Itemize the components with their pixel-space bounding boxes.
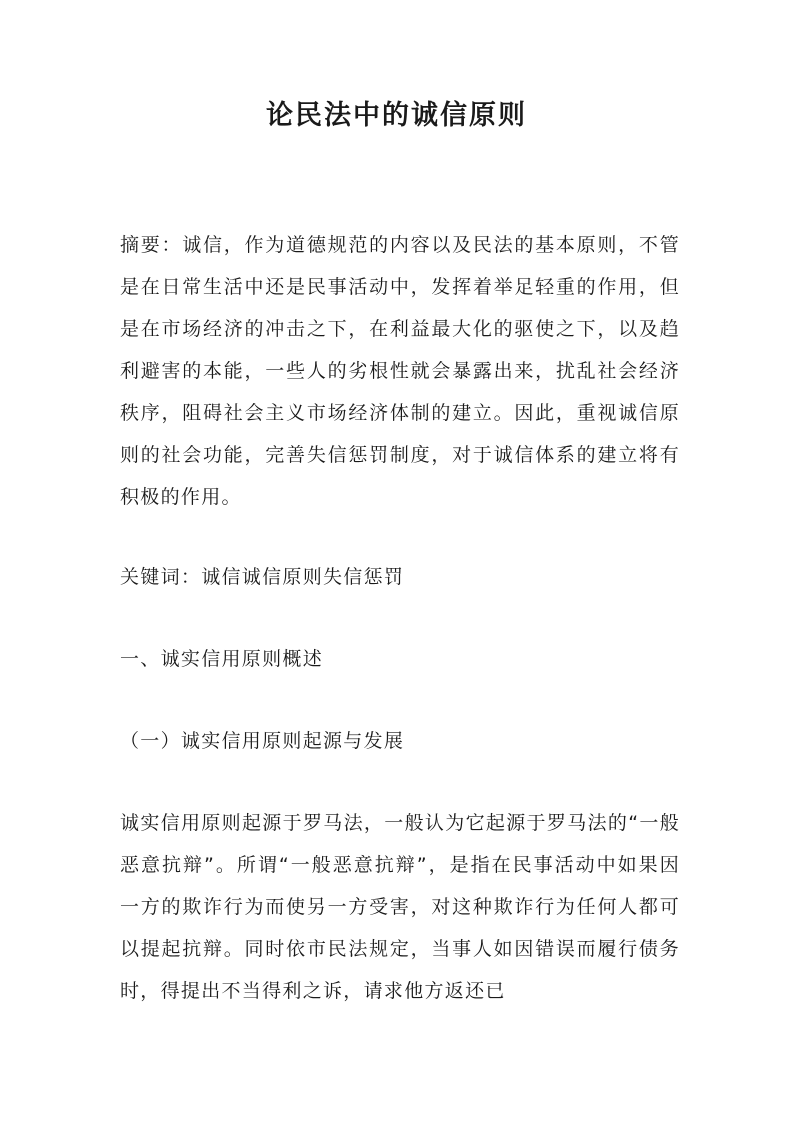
keywords-line: 关键词：诚信诚信原则失信惩罚 [120,566,405,588]
document-title: 论民法中的诚信原则 [266,100,527,131]
subsection-heading: （一）诚实信用原则起源与发展 [120,730,405,752]
section-heading: 一、诚实信用原则概述 [120,648,324,670]
body-paragraph: 诚实信用原则起源于罗马法，一般认为它起源于罗马法的“一般恶意抗辩”。所谓“一般恶意抗辩”，是指在民事活动中如果因一方的欺诈行为而使另一方受害，对这种欺诈行为任何人都可以提起抗辩。同时依市民法规定，当事人如因错误而履行债务时，得提出不当得利之诉，请求他方返还已 [120,812,680,1002]
abstract-paragraph: 摘要：诚信，作为道德规范的内容以及民法的基本原则，不管是在日常生活中还是民事活动中，发挥着举足轻重的作用，但是在市场经济的冲击之下，在利益最大化的驱使之下，以及趋利避害的本能，一些人的劣根性就会暴露出来，扰乱社会经济秩序，阻碍社会主义市场经济体制的建立。因此，重视诚信原则的社会功能，完善失信惩罚制度，对于诚信体系的建立将有积极的作用。 [120,234,680,508]
